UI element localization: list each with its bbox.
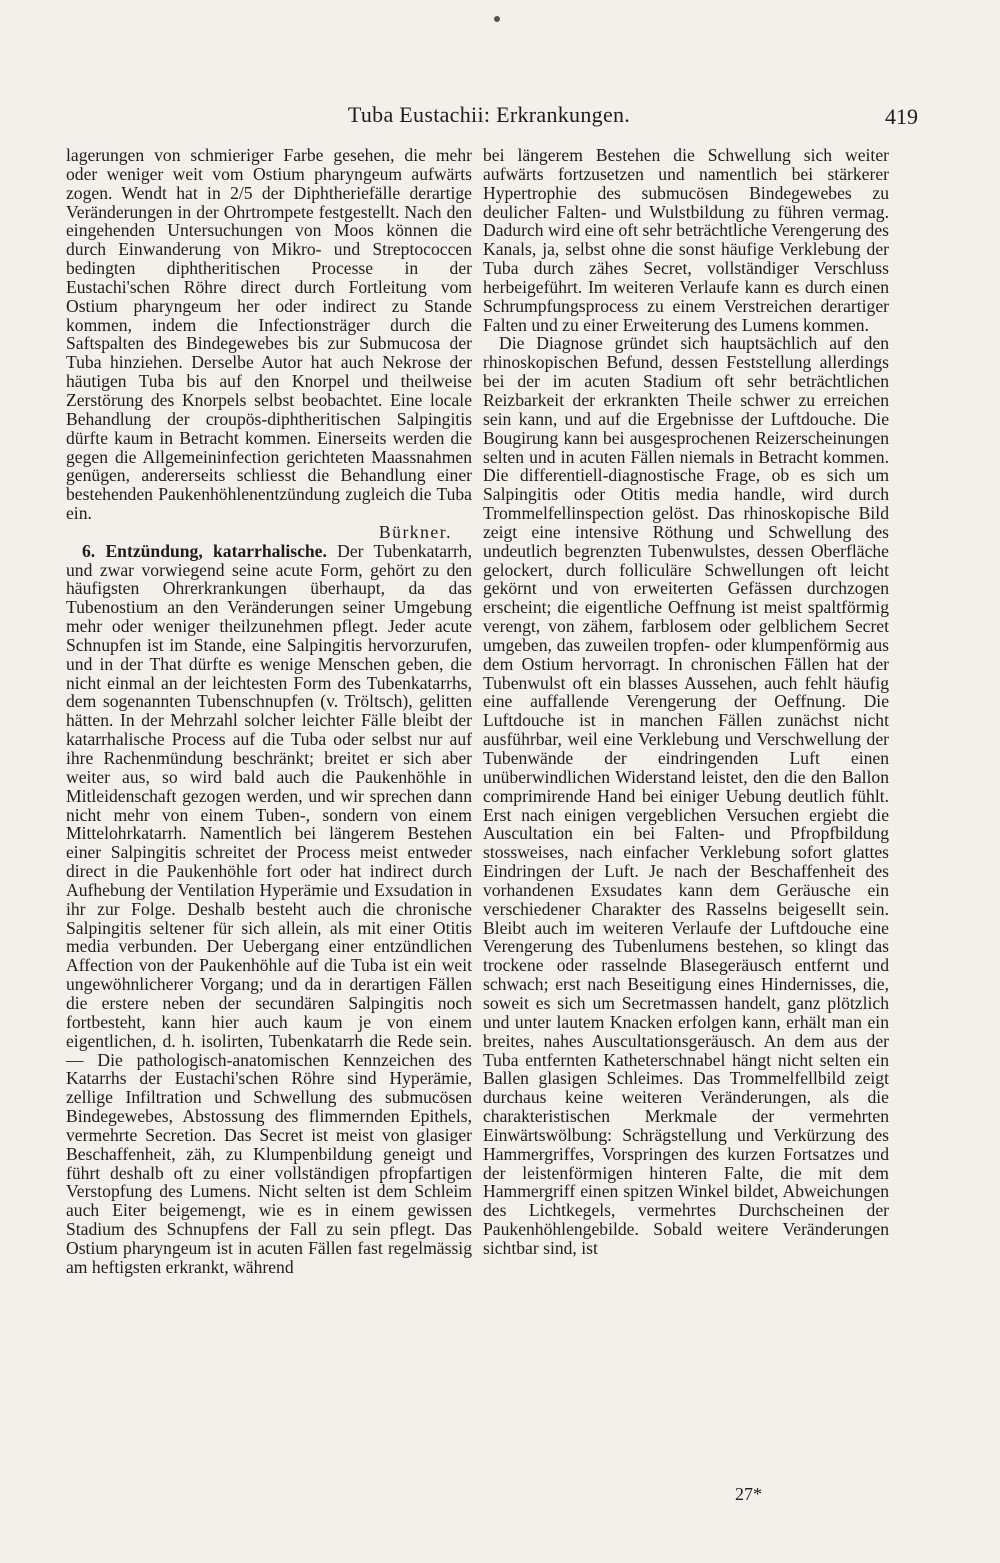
right-column: [483, 146, 889, 1258]
left-paragraph-1: lagerungen von schmieriger Farbe gesehen, die mehr oder weniger weit vom Ostium pharyngeum aufwärts zogen. Wendt hat in 2/5 der Diphtheriefälle derartige Veränderungen in der Ohrtrompete festgestellt. Nach den eingehenden Untersuchungen von Moos können die durch Einwanderung von Mikro- und Streptococcen bedingten diphtheritischen Processe in der Eustachi'schen Röhre direct durch Fortleitung vom Ostium pharyngeum her oder indirect zu Stande kommen, indem die Infectionsträger durch die Saftspalten des Bindegewebes bis zur Submucosa der Tuba hinziehen. Derselbe Autor hat auch Nekrose der häutigen Tuba bis auf den Knorpel und theilweise Zerstörung des Knorpels selbst beobachtet. Eine locale Behandlung der croupös-diphtheritischen Salpingitis dürfte kaum in Betracht kommen. Einerseits werden die gegen die Allgemeininfection gerichteten Maassnahmen genügen, andererseits schliesst die Behandlung einer bestehenden Paukenhöhlenentzündung zugleich die Tuba ein.: [66, 145, 472, 524]
section-heading: 6. Entzündung, katarrhalische.: [82, 540, 327, 561]
print-speck: [494, 16, 500, 22]
right-paragraph-2: Die Diagnose gründet sich hauptsächlich auf den rhinoskopischen Befund, dessen Feststellung allerdings bei der im acuten Stadium oft sehr beträchtlichen Reizbarkeit der erkrankten Theile schwer zu erreichen sein kann, und auf die Ergebnisse der Luftdouche. Die Bougirung kann bei ausgesprochenen Reizerscheinungen selten und in acuten Fällen niemals in Betracht kommen. Die differentiell-diagnostische Frage, ob es sich um Salpingitis oder Otitis media handle, wird durch Trommelfellinspection gelöst. Das rhinoskopische Bild zeigt eine intensive Röthung und Schwellung des undeutlich begrenzten Tubenwulstes, dessen Oberfläche gelockert, durch folliculäre Schwellungen oft leicht gekörnt und von erweiterten Gefässen durchzogen erscheint; die eigentliche Oeffnung ist meist spaltförmig verengt, von zähem, farblosem oder gelblichem Secret umgeben, das zuweilen tropfen- oder klumpenförmig aus dem Ostium hervorragt. In chronischen Fällen hat der Tubenwulst oft ein blasses Aussehen, auch fehlt häufig eine auffallende Verengerung der Oeffnung. Die Luftdouche ist in manchen Fällen zunächst nicht ausführbar, weil eine Verklebung und Verschwellung der Tubenwände der eindringenden Luft einen unüberwindlichen Widerstand leistet, den die den Ballon comprimirende Hand bei einiger Uebung deutlich fühlt. Erst nach einigen vergeblichen Versuchen ergiebt die Auscultation ein bei Falten- und Pfropfbildung stossweises, nach einfacher Verklebung sofort glattes Eindringen der Luft. Je nach der Beschaffenheit des vorhandenen Exsudates kann dem Geräusche ein verschiedener Charakter des Rasselns beigesellt sein. Bleibt auch im weiteren Verlaufe der Luftdouche eine Verengerung des Tubenlumens bestehen, so klingt das trockene oder rasselnde Blasegeräusch entfernt und schwach; erst nach Beseitigung eines Hindernisses, die, soweit es sich um Secretmassen handelt, ganz plötzlich und unter lautem Knacken erfolgen kann, erhält man ein breites, nahes Auscultationsgeräusch. An dem aus der Tuba entfernten Katheterschnabel hängt nicht selten ein Ballen glasigen Schleimes. Das Trommelfellbild zeigt durchaus keine weiteren Veränderungen, als die charakteristischen Merkmale der vermehrten Einwärtswölbung: Schrägstellung und Verkürzung des Hammergriffes, Vorspringen des kurzen Fortsatzes und der leistenförmigen hinteren Falte, die mit dem Hammergriff einen spitzen Winkel bildet, Abweichungen des Lichtkegels, vermehrtes Durchscheinen der Paukenhöhlengebilde. Sobald weitere Veränderungen sichtbar sind, ist: [483, 333, 889, 1258]
signature-mark: 27*: [735, 1484, 762, 1504]
left-paragraph-2: [66, 542, 472, 1277]
author-signature: Bürkner.: [378, 521, 452, 542]
right-paragraph-1: bei längerem Bestehen die Schwellung sich weiter aufwärts fortzusetzen und namentlich bei stärkerer Hypertrophie des submucösen Bindegewebes zu deulicher Falten- und Wulstbildung zu führen vermag. Dadurch wird eine oft sehr beträchtliche Verengerung des Kanals, ja, selbst ohne die sonst häufige Verklebung der Tuba durch zähes Secret, vollständiger Verschluss herbeigeführt. Im weiteren Verlaufe kann es durch einen Schrumpfungsprocess zu einem Verstreichen derartiger Falten und zu einer Erweiterung des Lumens kommen.: [483, 145, 889, 335]
page-number: 419: [885, 104, 918, 129]
section-body: Der Tubenkatarrh, und zwar vorwiegend seine acute Form, gehört zu den häufigsten Ohrerkrankungen überhaupt, da das Tubenostium an den Veränderungen seiner Umgebung mehr oder weniger theilzunehmen pflegt. Jeder acute Schnupfen ist im Stande, eine Salpingitis hervorzurufen, und in der That dürfte es wenige Menschen geben, die nicht einmal an der leichtesten Form des Tubenkatarrhs, dem sogenannten Tubenschnupfen (v. Tröltsch), gelitten hätten. In der Mehrzahl solcher leichter Fälle bleibt der katarrhalische Process auf die Tuba oder selbst nur auf ihre Rachenmündung beschränkt; breitet er sich aber weiter aus, so wird bald auch die Paukenhöhle in Mitleidenschaft gezogen werden, und wir sprechen dann nicht mehr von einem Tuben-, sondern von einem Mittelohrkatarrh. Namentlich bei längerem Bestehen einer Salpingitis schreitet der Process meist entweder direct in die Paukenhöhle fort oder hat indirect durch Aufhebung der Ventilation Hyperämie und Exsudation in ihr zur Folge. Deshalb besteht auch die chronische Salpingitis seltener für sich allein, als mit einer Otitis media verbunden. Der Uebergang einer entzündlichen Affection von der Paukenhöhle auf die Tuba ist ein weit ungewöhnlicherer Vorgang; und da in derartigen Fällen die erstere neben der secundären Salpingitis noch fortbesteht, kann hier auch kaum je von einem eigentlichen, d. h. isolirten, Tubenkatarrh die Rede sein. — Die pathologisch-anatomischen Kennzeichen des Katarrhs der Eustachi'schen Röhre sind Hyperämie, zellige Infiltration und Schwellung des submucösen Bindegewebes, Abstossung des flimmernden Epithels, vermehrte Secretion. Das Secret ist meist von glasiger Beschaffenheit, zäh, zu Klumpenbildung geneigt und führt deshalb oft zu einer vollständigen pfropfartigen Verstopfung des Lumens. Nicht selten ist dem Schleim auch Eiter beigemengt, wie es in einem gewissen Stadium des Schnupfens der Fall zu sein pflegt. Das Ostium pharyngeum ist in acuten Fällen fast regelmässig am heftigsten erkrankt, während: [66, 540, 472, 1277]
left-column: [66, 146, 472, 1277]
running-title: Tuba Eustachii: Erkrankungen.: [347, 102, 631, 127]
page-header: [60, 102, 918, 132]
